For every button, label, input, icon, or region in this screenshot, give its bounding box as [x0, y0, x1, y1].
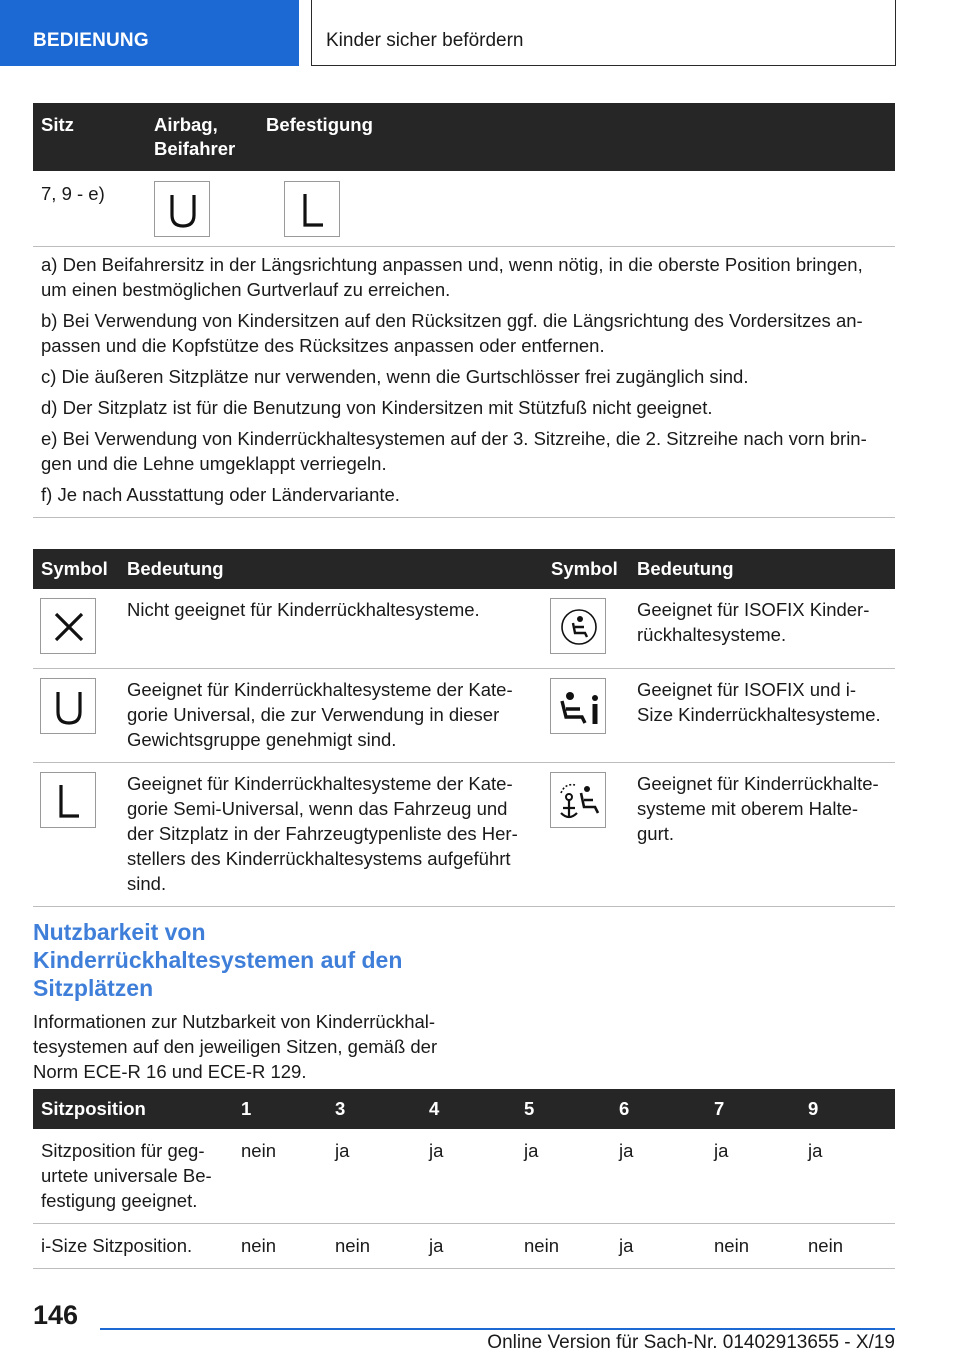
meaning-cell: Geeignet für Kinderrückhaltesysteme mit oberem Haltegurt.	[629, 763, 895, 907]
row-label: i-Size Sitzposition.	[33, 1224, 233, 1269]
col-header-symbol: Symbol	[33, 549, 119, 589]
symbol-cell	[543, 589, 629, 669]
page-number: 146	[33, 1300, 79, 1330]
table-cell: ja	[611, 1129, 706, 1224]
fastening-cell	[258, 171, 895, 246]
universal-icon	[154, 181, 210, 237]
col-header-7: 7	[706, 1089, 800, 1129]
table-cell: ja	[706, 1129, 800, 1224]
table-cell: nein	[327, 1224, 421, 1269]
footnote-e: e) Bei Verwendung von Kinderrückhaltesystemen auf der 3. Sitzreihe, die 2. Sitzreihe nach vorn bringen und die Lehne umgeklappt verriegeln.	[41, 428, 867, 474]
footnotes	[33, 243, 895, 518]
table-cell: nein	[706, 1224, 800, 1269]
seat-position-table	[33, 1089, 895, 1269]
col-header-symbol-2: Symbol	[543, 549, 629, 589]
table-row	[33, 171, 895, 246]
table-cell: ja	[421, 1129, 516, 1224]
symbol-cell	[543, 763, 629, 907]
footer-version: Online Version für Sach-Nr. 01402913655 - X/19	[487, 1332, 895, 1353]
col-header-9: 9	[800, 1089, 895, 1129]
symbol-cell	[33, 763, 119, 907]
col-header-befestigung: Befestigung	[258, 103, 895, 171]
footer-divider	[100, 1328, 895, 1330]
table-row	[33, 1129, 895, 1224]
meaning-cell: Geeignet für Kinderrückhaltesysteme der Kategorie Semi-Universal, wenn das Fahrzeug und der Sitzplatz in der Fahrzeugtypenliste des Herstellers des Kinderrückhaltesystems aufgeführt sind.	[119, 763, 543, 907]
table-header-row	[33, 1089, 895, 1129]
col-header-4: 4	[421, 1089, 516, 1129]
col-header-6: 6	[611, 1089, 706, 1129]
table-cell: nein	[516, 1224, 611, 1269]
symbol-cell	[33, 669, 119, 763]
meaning-cell: Geeignet für Kinderrückhaltesysteme der Kategorie Universal, die zur Verwendung in dieser Gewichtsgruppe genehmigt sind.	[119, 669, 543, 763]
section-intro: Informationen zur Nutzbarkeit von Kinderrückhaltesystemen auf den jeweiligen Sitzen, gemäß der Norm ECE-R 16 und ECE-R 129.	[33, 1011, 438, 1082]
table-cell: nein	[800, 1224, 895, 1269]
footnote-c: c) Die äußeren Sitzplätze nur verwenden, wenn die Gurtschlösser frei zugänglich sind.	[41, 366, 749, 387]
chapter-title: Kinder sicher befördern	[311, 0, 896, 66]
semi-universal-icon	[284, 181, 340, 237]
table-row	[33, 589, 895, 669]
col-header-bedeutung: Bedeutung	[119, 549, 543, 589]
col-header-sitzposition: Sitzposition	[33, 1089, 233, 1129]
seat-cell: 7, 9 - e)	[33, 171, 146, 246]
col-header-sitz: Sitz	[33, 103, 146, 171]
table-cell: nein	[233, 1129, 327, 1224]
table-row	[33, 1224, 895, 1269]
table-cell: ja	[327, 1129, 421, 1224]
symbol-cell	[33, 589, 119, 669]
table-cell: ja	[421, 1224, 516, 1269]
isofix-icon	[550, 598, 606, 654]
table-header-row	[33, 103, 895, 171]
meaning-cell: Geeignet für ISOFIX Kinderrückhaltesysteme.	[629, 589, 895, 669]
seat-fastening-table	[33, 103, 895, 247]
meaning-cell: Nicht geeignet für Kinderrückhaltesysteme.	[119, 589, 543, 669]
meaning-cell: Geeignet für ISOFIX und i-Size Kinderrückhaltesysteme.	[629, 669, 895, 763]
table-cell: ja	[516, 1129, 611, 1224]
page-header	[0, 0, 960, 66]
semi-universal-l-icon	[40, 772, 96, 828]
col-header-3: 3	[327, 1089, 421, 1129]
table-header-row	[33, 549, 895, 589]
isofix-isize-icon	[550, 678, 606, 734]
universal-u-icon	[40, 678, 96, 734]
not-suitable-x-icon	[40, 598, 96, 654]
footnote-f: f) Je nach Ausstattung oder Ländervariante.	[41, 484, 400, 505]
section-tab[interactable]: BEDIENUNG	[0, 0, 299, 66]
symbol-legend-table	[33, 549, 895, 907]
section-heading: Nutzbarkeit von Kinderrückhaltesystemen auf den Sitzplätzen	[33, 919, 403, 1001]
top-tether-anchor-icon	[550, 772, 606, 828]
footnote-b: b) Bei Verwendung von Kindersitzen auf den Rücksitzen ggf. die Längsrichtung des Vordersitzes anpassen und die Kopfstütze des Rücksitzes anpassen oder entfernen.	[41, 310, 863, 356]
row-label: Sitzposition für gegurtete universale Befestigung geeignet.	[33, 1129, 233, 1224]
table-cell: nein	[233, 1224, 327, 1269]
table-row	[33, 763, 895, 907]
table-row	[33, 669, 895, 763]
footnote-a: a) Den Beifahrersitz in der Längsrichtung anpassen und, wenn nötig, in die oberste Position bringen, um einen bestmöglichen Gurtverlauf zu erreichen.	[41, 254, 863, 300]
table-cell: ja	[611, 1224, 706, 1269]
col-header-airbag: Airbag, Beifahrer	[146, 103, 258, 171]
symbol-cell	[543, 669, 629, 763]
col-header-5: 5	[516, 1089, 611, 1129]
table-cell: ja	[800, 1129, 895, 1224]
col-header-bedeutung-2: Bedeutung	[629, 549, 895, 589]
airbag-cell	[146, 171, 258, 246]
col-header-1: 1	[233, 1089, 327, 1129]
footnote-d: d) Der Sitzplatz ist für die Benutzung von Kindersitzen mit Stützfuß nicht geeignet.	[41, 397, 713, 418]
